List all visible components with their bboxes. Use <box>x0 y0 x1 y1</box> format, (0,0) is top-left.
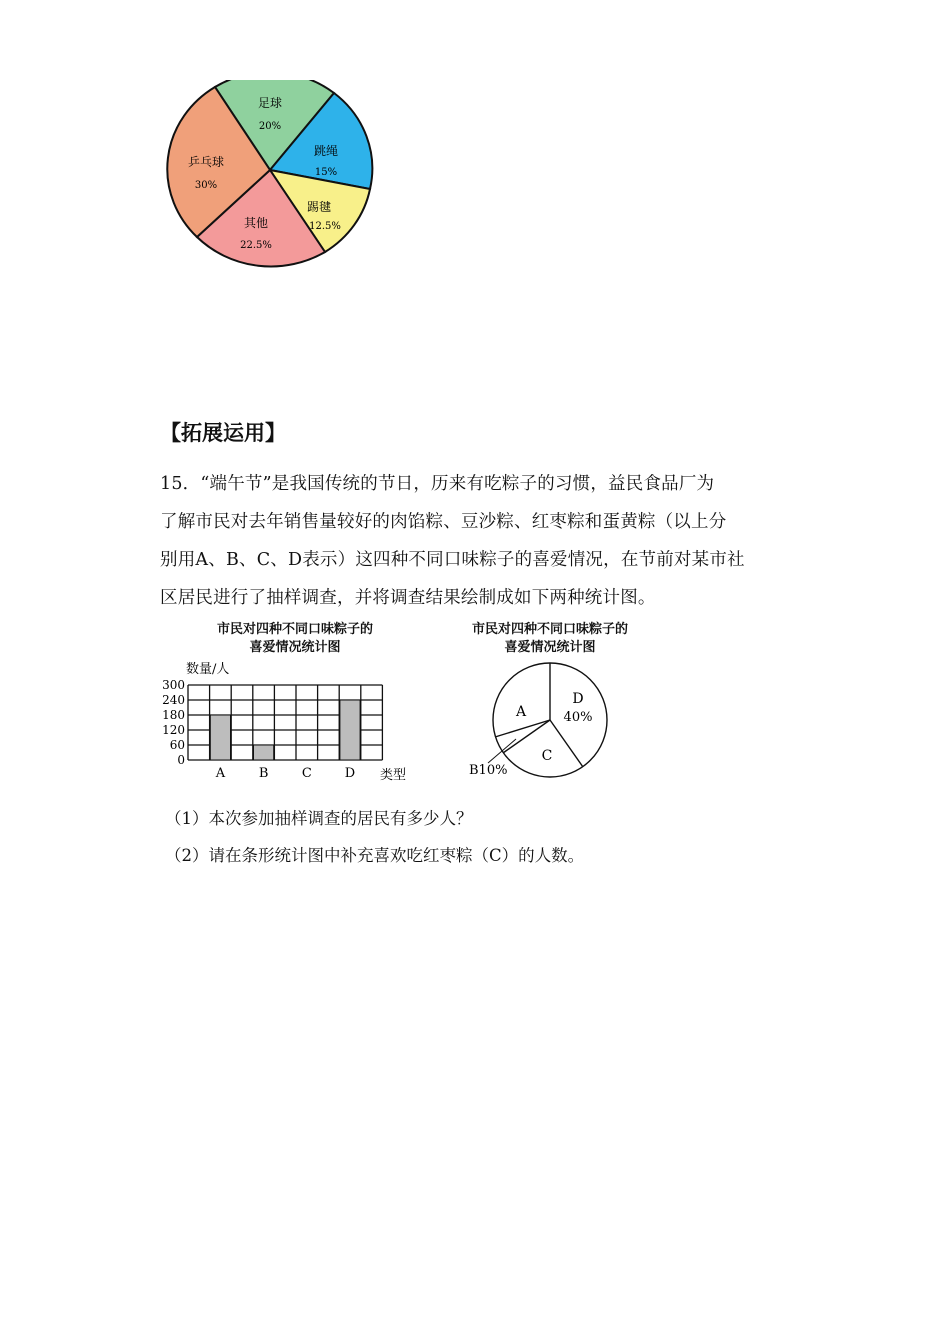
slice-value-football: 20% <box>258 121 282 132</box>
pie-label-a: A <box>515 704 527 720</box>
slice-value-rope: 15% <box>314 167 338 178</box>
slice-value-other: 22.5% <box>240 240 272 251</box>
problem-line-3: 别用A、B、C、D表示）这四种不同口味粽子的喜爱情况，在节前对某市社 <box>160 550 745 570</box>
section-heading: 【拓展运用】 <box>160 421 286 445</box>
bar-chart <box>150 655 420 785</box>
y-tick-label: 120 <box>162 723 185 737</box>
pie-label-b: B10% <box>469 763 508 778</box>
slice-label-other: 其他 <box>243 216 269 230</box>
x-tick-label: C <box>301 766 312 781</box>
question-1: （1）本次参加抽样调查的居民有多少人？ <box>165 809 473 828</box>
small-pie-title <box>450 621 650 657</box>
y-axis-title: 数量/人 <box>186 662 230 677</box>
flavor-pie-chart <box>460 660 620 785</box>
slice-label-football: 足球 <box>257 96 283 110</box>
x-tick-label: B <box>258 766 269 781</box>
slice-label-rope: 跳绳 <box>313 144 339 158</box>
bar-chart-title <box>190 621 400 657</box>
y-tick-label: 0 <box>177 753 185 767</box>
slice-value-shuttlecock: 12.5% <box>309 221 341 232</box>
slice-label-pingpong: 乒乓球 <box>187 155 225 169</box>
y-tick-labels <box>162 678 185 767</box>
small-pie-title-line-1: 市民对四种不同口味粽子的 <box>471 622 628 637</box>
small-pie-title-line-2: 喜爱情况统计图 <box>504 640 596 655</box>
pie-label-c: C <box>541 748 553 764</box>
problem-line-2: 了解市民对去年销售量较好的肉馅粽、豆沙粽、红枣粽和蛋黄粽（以上分 <box>160 512 727 532</box>
x-tick-labels <box>215 766 356 781</box>
sports-pie-chart <box>160 80 380 275</box>
y-tick-label: 180 <box>162 708 185 722</box>
problem-line-1: 15．“端午节”是我国传统的节日，历来有吃粽子的习惯，益民食品厂为 <box>160 474 715 494</box>
y-tick-label: 240 <box>162 693 185 707</box>
slice-label-shuttlecock: 踢毽 <box>306 200 332 214</box>
bar-chart-title-line-1: 市民对四种不同口味粽子的 <box>216 622 373 637</box>
pie-divider-b-a <box>495 720 550 737</box>
x-tick-label: A <box>215 766 226 781</box>
b-leader-line <box>488 739 516 763</box>
bar-b <box>254 745 274 760</box>
pie-divider-d-c <box>550 720 583 767</box>
pie-value-d: 40% <box>563 710 593 725</box>
slice-value-pingpong: 30% <box>194 180 218 191</box>
question-2: （2）请在条形统计图中补充喜欢吃红枣粽（C）的人数。 <box>165 846 585 865</box>
bar-d <box>340 700 360 760</box>
problem-line-4: 区居民进行了抽样调查，并将调查结果绘制成如下两种统计图。 <box>160 588 656 608</box>
pie-label-d: D <box>572 691 584 707</box>
x-tick-label: D <box>344 766 356 781</box>
x-axis-title: 类型 <box>380 768 407 783</box>
y-tick-label: 60 <box>169 738 185 752</box>
bar-a <box>210 715 230 760</box>
bar-chart-title-line-2: 喜爱情况统计图 <box>249 640 341 655</box>
y-tick-label: 300 <box>162 678 185 692</box>
